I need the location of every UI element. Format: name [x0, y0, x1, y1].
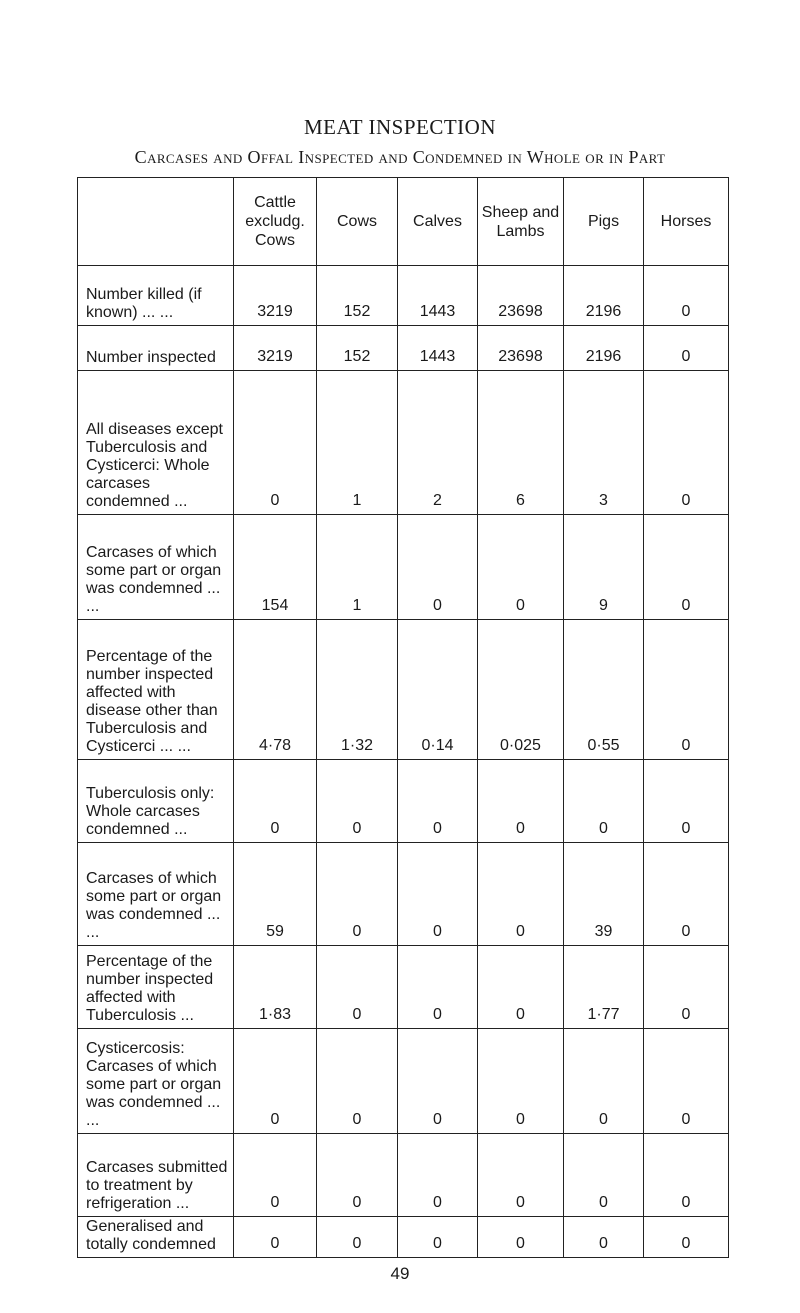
table-cell: 0 — [644, 1217, 729, 1258]
table-row — [78, 760, 729, 843]
table-cell: 152 — [317, 326, 398, 371]
table-cell: 0 — [564, 1134, 644, 1217]
table-cell: 0 — [398, 946, 478, 1029]
table-cell: 0 — [234, 1029, 317, 1134]
table-cell: 0 — [398, 1134, 478, 1217]
table-cell: 6 — [478, 371, 564, 515]
table-cell: 1443 — [398, 326, 478, 371]
table-cell: 1·77 — [564, 946, 644, 1029]
row-label: Tuberculosis only: Whole carcases condemned ... — [78, 760, 234, 843]
table-cell: 0 — [478, 1029, 564, 1134]
header-row — [78, 178, 729, 266]
table-cell: 1 — [317, 371, 398, 515]
table-cell: 3219 — [234, 266, 317, 326]
row-label: Number killed (if known) ... ... — [78, 266, 234, 326]
table-cell: 1·83 — [234, 946, 317, 1029]
table-row — [78, 1134, 729, 1217]
table-row — [78, 515, 729, 620]
table-row — [78, 946, 729, 1029]
table-cell: 154 — [234, 515, 317, 620]
row-label: Percentage of the number inspected affected with disease other than Tuberculosis and Cysticerci ... ... — [78, 620, 234, 760]
table-cell: 0 — [564, 760, 644, 843]
table-cell: 0 — [317, 1217, 398, 1258]
table-cell: 1 — [317, 515, 398, 620]
table-row — [78, 620, 729, 760]
header-cell-sheep: Sheep and Lambs — [478, 178, 564, 266]
table-cell: 0 — [644, 760, 729, 843]
table-cell: 23698 — [478, 266, 564, 326]
table-cell: 39 — [564, 843, 644, 946]
table-cell: 0 — [398, 760, 478, 843]
table-row — [78, 843, 729, 946]
table-row — [78, 326, 729, 371]
table-cell: 0 — [478, 1217, 564, 1258]
table-cell: 0 — [317, 1134, 398, 1217]
table-cell: 0 — [317, 1029, 398, 1134]
row-label: Cysticercosis: Carcases of which some part or organ was condemned ... ... — [78, 1029, 234, 1134]
table-cell: 0 — [644, 946, 729, 1029]
header-cell-pigs: Pigs — [564, 178, 644, 266]
table-row — [78, 371, 729, 515]
table-cell: 0 — [234, 371, 317, 515]
table-cell: 0·025 — [478, 620, 564, 760]
page-title: MEAT INSPECTION — [303, 115, 497, 139]
table-cell: 2196 — [564, 266, 644, 326]
table-cell: 0 — [644, 266, 729, 326]
table-cell: 0 — [234, 1134, 317, 1217]
table-cell: 0 — [644, 843, 729, 946]
table-cell: 0 — [478, 946, 564, 1029]
header-cell-horses: Horses — [644, 178, 729, 266]
table-cell: 0 — [398, 843, 478, 946]
table-cell: 4·78 — [234, 620, 317, 760]
table-cell: 0 — [398, 1029, 478, 1134]
row-label: Percentage of the number inspected affected with Tuberculosis ... — [78, 946, 234, 1029]
table-cell: 59 — [234, 843, 317, 946]
table-cell: 1443 — [398, 266, 478, 326]
row-label: Generalised and totally condemned — [78, 1217, 234, 1258]
table-cell: 0 — [644, 620, 729, 760]
table-row — [78, 1217, 729, 1258]
table-cell: 0 — [478, 760, 564, 843]
page-subtitle: Carcases and Offal Inspected and Condemned in Whole or in Part — [134, 147, 666, 167]
row-label: Carcases submitted to treatment by refrigeration ... — [78, 1134, 234, 1217]
table-cell: 0 — [317, 843, 398, 946]
table-cell: 0 — [644, 1134, 729, 1217]
table-cell: 2196 — [564, 326, 644, 371]
header-cell-cattle: Cattle excludg. Cows — [234, 178, 317, 266]
table-cell: 0 — [234, 760, 317, 843]
table-cell: 152 — [317, 266, 398, 326]
table-cell: 0 — [478, 1134, 564, 1217]
table-cell: 0 — [644, 515, 729, 620]
table-row — [78, 1029, 729, 1134]
table-cell: 0 — [644, 371, 729, 515]
table-cell: 0 — [234, 1217, 317, 1258]
table-cell: 0 — [564, 1217, 644, 1258]
table-cell: 23698 — [478, 326, 564, 371]
header-cell-empty — [78, 178, 234, 266]
table-cell: 0 — [478, 843, 564, 946]
header-cell-cows: Cows — [317, 178, 398, 266]
table-cell: 3 — [564, 371, 644, 515]
page-number: 49 — [390, 1264, 410, 1283]
row-label: Carcases of which some part or organ was condemned ... ... — [78, 843, 234, 946]
row-label: Number inspected — [78, 326, 234, 371]
meat-inspection-table — [77, 177, 729, 1258]
table-cell: 0 — [317, 946, 398, 1029]
row-label: All diseases except Tuberculosis and Cysticerci: Whole carcases condemned ... — [78, 371, 234, 515]
table-cell: 9 — [564, 515, 644, 620]
table-row — [78, 266, 729, 326]
table-cell: 0 — [317, 760, 398, 843]
table-cell: 2 — [398, 371, 478, 515]
table-cell: 0·55 — [564, 620, 644, 760]
table-cell: 0 — [644, 1029, 729, 1134]
table-cell: 0 — [398, 1217, 478, 1258]
table-cell: 3219 — [234, 326, 317, 371]
table-cell: 0 — [644, 326, 729, 371]
table-cell: 0 — [478, 515, 564, 620]
table-cell: 1·32 — [317, 620, 398, 760]
header-cell-calves: Calves — [398, 178, 478, 266]
table-cell: 0 — [564, 1029, 644, 1134]
table-cell: 0·14 — [398, 620, 478, 760]
table-cell: 0 — [398, 515, 478, 620]
row-label: Carcases of which some part or organ was condemned ... ... — [78, 515, 234, 620]
